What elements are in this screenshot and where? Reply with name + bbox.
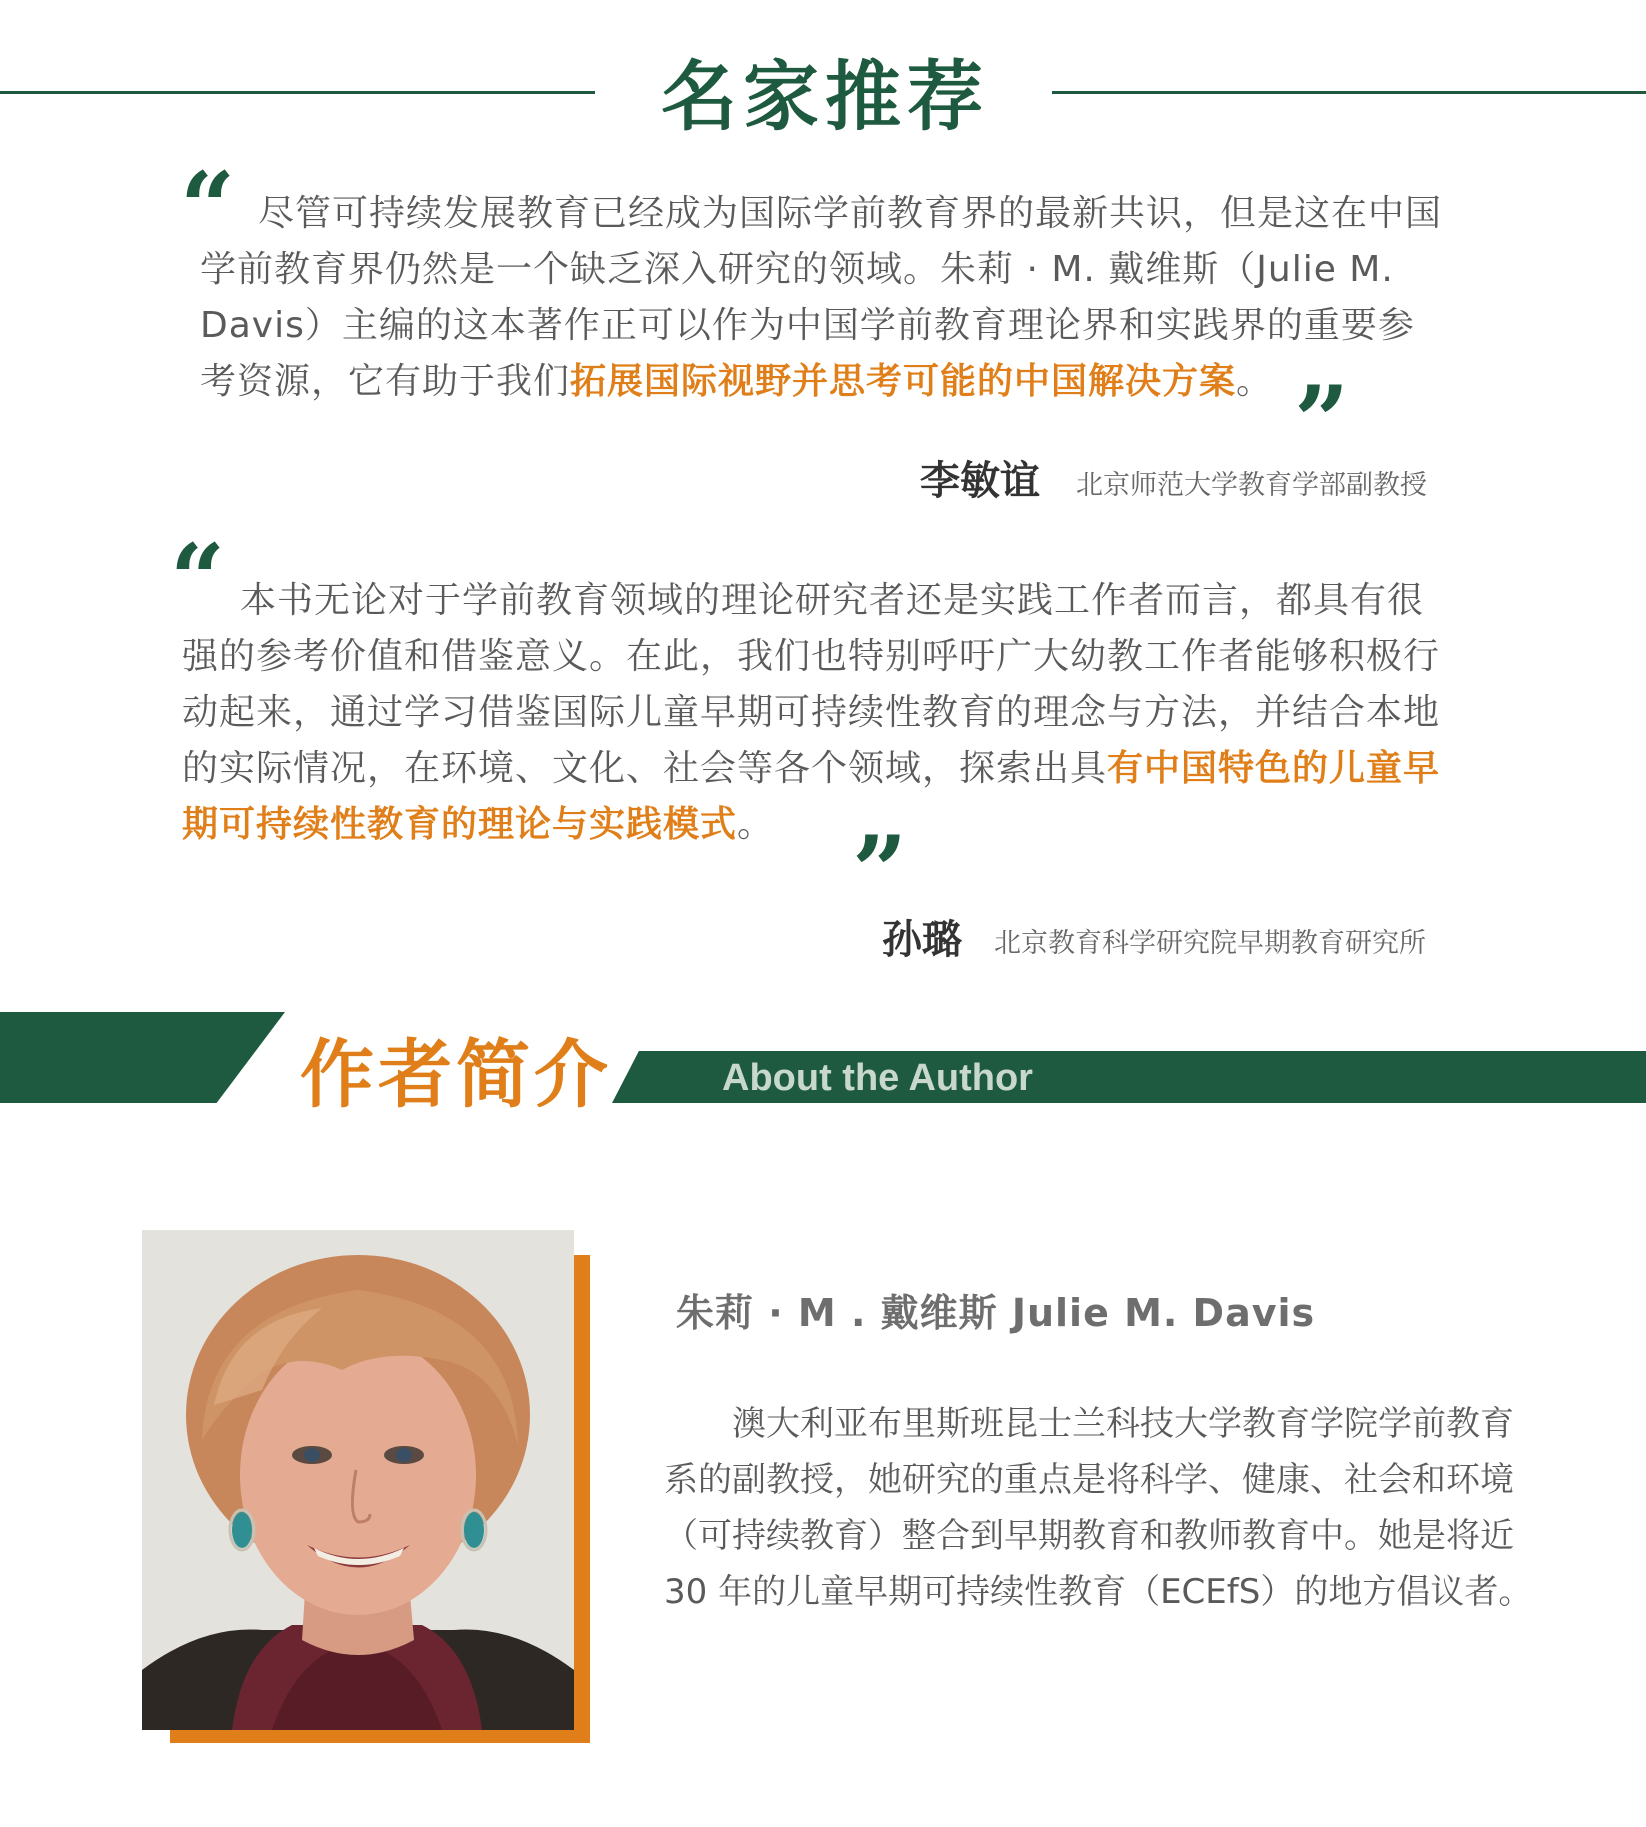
quote-close-icon: ”	[852, 815, 908, 928]
author-name: 朱莉 · M . 戴维斯 Julie M. Davis	[676, 1291, 1316, 1335]
author-section-title: 作者简介	[300, 1032, 612, 1118]
quote-open-icon: “	[180, 151, 236, 264]
title-rule-left	[0, 91, 595, 94]
author-bio-text: 澳大利亚布里斯班昆士兰科技大学教育学院学前教育系的副教授，她研究的重点是将科学、健康、社会和环境（可持续教育）整合到早期教育和教师教育中。她是将近30 年的儿童早期可持续性教育（ECEfS）的地方倡议者。	[664, 1404, 1533, 1612]
recommender-2-affiliation: 北京教育科学研究院早期教育研究所	[994, 928, 1426, 959]
quote-1-highlight: 拓展国际视野并思考可能的中国解决方案	[570, 361, 1237, 402]
quote-1-text: 尽管可持续发展教育已经成为国际学前教育界的最新共识，但是这在中国学前教育界仍然是一个缺乏深入研究的领域。朱莉 · M. 戴维斯（Julie M. Davis）主编的这本著作正可以作为中国学前教育理论界和实践界的重要参考资源，它有助于我们	[200, 193, 1443, 402]
recommender-1-name: 李敏谊	[920, 458, 1040, 504]
quote-text-2	[182, 573, 1457, 853]
quote-2-highlight: 有中国特色的儿童早期可持续性教育的理论与实践模式	[182, 748, 1441, 845]
banner-left-bar	[0, 1012, 285, 1103]
recommend-title: 名家推荐	[661, 52, 989, 141]
recommender-2-name: 孙璐	[882, 917, 962, 963]
author-photo	[142, 1230, 574, 1730]
author-bio	[664, 1396, 1544, 1620]
quote-open-icon: “	[170, 523, 226, 636]
recommender-1-affiliation: 北京师范大学教育学部副教授	[1076, 470, 1427, 501]
title-rule-right	[1052, 91, 1646, 94]
author-section-subtitle: About the Author	[722, 1057, 1033, 1099]
quote-1-end: 。	[1236, 361, 1274, 402]
quote-2-end: 。	[737, 804, 775, 845]
quote-text-1	[200, 186, 1450, 410]
quote-2-text: 本书无论对于学前教育领域的理论研究者还是实践工作者而言，都具有很强的参考价值和借鉴意义。在此，我们也特别呼吁广大幼教工作者能够积极行动起来，通过学习借鉴国际儿童早期可持续性教育的理念与方法，并结合本地的实际情况，在环境、文化、社会等各个领域，探索出具	[182, 580, 1441, 789]
quote-close-icon: ”	[1294, 365, 1350, 478]
